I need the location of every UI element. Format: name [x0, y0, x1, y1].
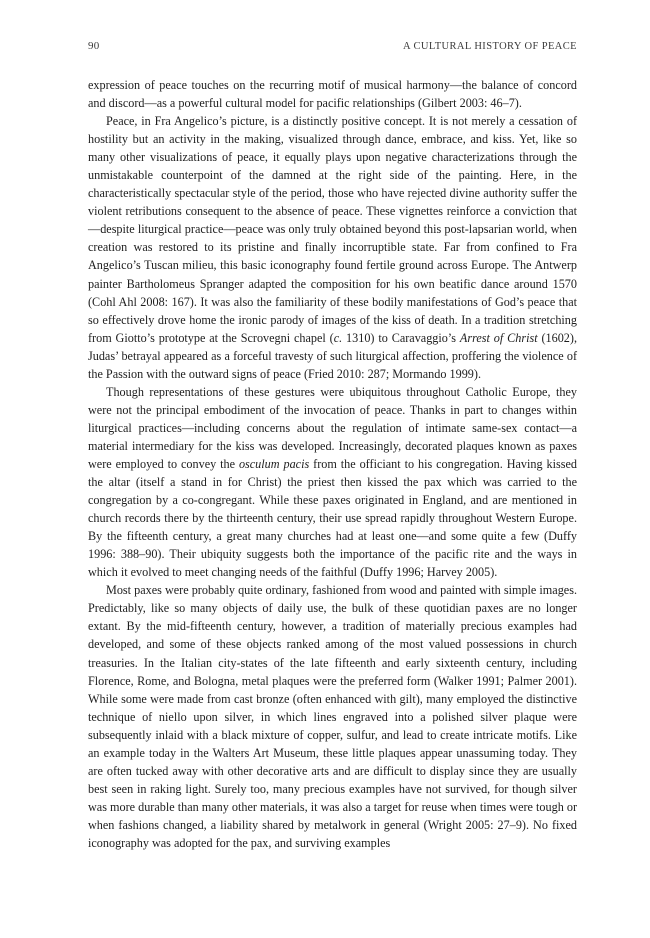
italic-text: Arrest of Christ [459, 330, 538, 345]
paragraph [88, 76, 577, 112]
text-run: Most paxes were probably quite ordinary, fashioned from wood and painted with simple images. Predictably, like so many objects of daily use, the bulk of these quotidian paxes are no longer extant. By the mid-fifteenth century, however, a tradition of materially precious examples had developed, and some of these objects ranked among of the most valued possessions in church treasuries. In the Italian city-states of the late fifteenth and early sixteenth century, including Florence, Rome, and Bologna, metal plaques were the preferred form (Walker 1991; Palmer 2001). While some were made from cast bronze (often enhanced with gilt), many employed the distinctive technique of niello upon silver, in which lines engraved into a polished silver plaque were subsequently inlaid with a black mixture of copper, sulfur, and lead to create intricate motifs. Like an example today in the Walters Art Museum, these little plaques appear unassuming today. They are often tucked away with other decorative arts and are difficult to display since they are usually best seen in raking light. Surely too, many precious examples have not survived, for though silver was more durable than many other materials, it was also a target for reuse when times were tough or when fashions changed, a liability shared by metalwork in general (Wright 2005: 27–9). No fixed iconography was adopted for the pax, and surviving examples [88, 583, 577, 850]
book-page [88, 40, 577, 852]
running-head-title: A CULTURAL HISTORY OF PEACE [403, 41, 577, 52]
paragraph [88, 581, 577, 852]
running-head [88, 40, 577, 66]
text-run: Peace, in Fra Angelico’s picture, is a distinctly positive concept. It is not merely a cessation of hostility but an activity in the making, visualized through dance, embrace, and kiss. Yet, like so many other visualizations of peace, it equally plays upon negative characterizations through the unmistakable counterpoint of the damned at the right side of the painting. Here, in the characteristically spectacular style of the period, those who have rejected divine authority suffer the violent retributions consequent to the absence of peace. These vignettes reinforce a conviction that—despite liturgical practice—peace was only truly obtained beyond this post-lapsarian world, when creation was restored to its pristine and finally incorruptible state. Far from confined to Fra Angelico’s Tuscan milieu, this basic iconography found fertile ground across Europe. The Antwerp painter Bartholomeus Spranger adapted the composition for his own beatific dance around 1570 (Cohl Ahl 2008: 167). It was also the familiarity of these bodily manifestations of God’s peace that so effectively drove home the ironic parody of images of the kiss of death. In a tradition stretching from Giotto’s prototype at the Scrovegni chapel ( [88, 114, 577, 345]
text-run: from the officiant to his congregation. Having kissed the altar (itself a stand in for Christ) the priest then kissed the pax which was carried to the congregation by a co-congregant. While these paxes originated in England, and are mentioned in church records there by the thirteenth century, their use spread rapidly throughout Western Europe. By the fifteenth century, a great many churches had at least one—and some quite a few (Duffy 1996: 388–90). Their ubiquity suggests both the importance of the pacific rite and the ways in which it evolved to meet changing needs of the faithful (Duffy 1996; Harvey 2005). [88, 456, 577, 580]
italic-text: c. [333, 330, 343, 345]
body-text [88, 76, 577, 852]
paragraph [88, 383, 577, 582]
text-run: (1602), Judas’ betrayal appeared as a forceful travesty of such liturgical affection, proffering the violence of the Passion with the outward signs of peace (Fried 2010: 287; Mormando 1999). [88, 330, 577, 381]
text-run: Though representations of these gestures were ubiquitous throughout Catholic Europe, they were not the principal embodiment of the invocation of peace. Thanks in part to changes within liturgical practices—including concerns about the regulation of intimate same-sex contact—a material intermediary for the kiss was developed. Increasingly, decorated plaques known as paxes were employed to convey the [88, 384, 577, 471]
italic-text: osculum pacis [238, 456, 310, 471]
paragraph [88, 112, 577, 383]
text-run: 1310) to Caravaggio’s [342, 330, 460, 345]
text-run: expression of peace touches on the recurring motif of musical harmony—the balance of concord and discord—as a powerful cultural model for pacific relationships (Gilbert 2003: 46–7). [88, 78, 577, 111]
page-number: 90 [88, 40, 100, 52]
